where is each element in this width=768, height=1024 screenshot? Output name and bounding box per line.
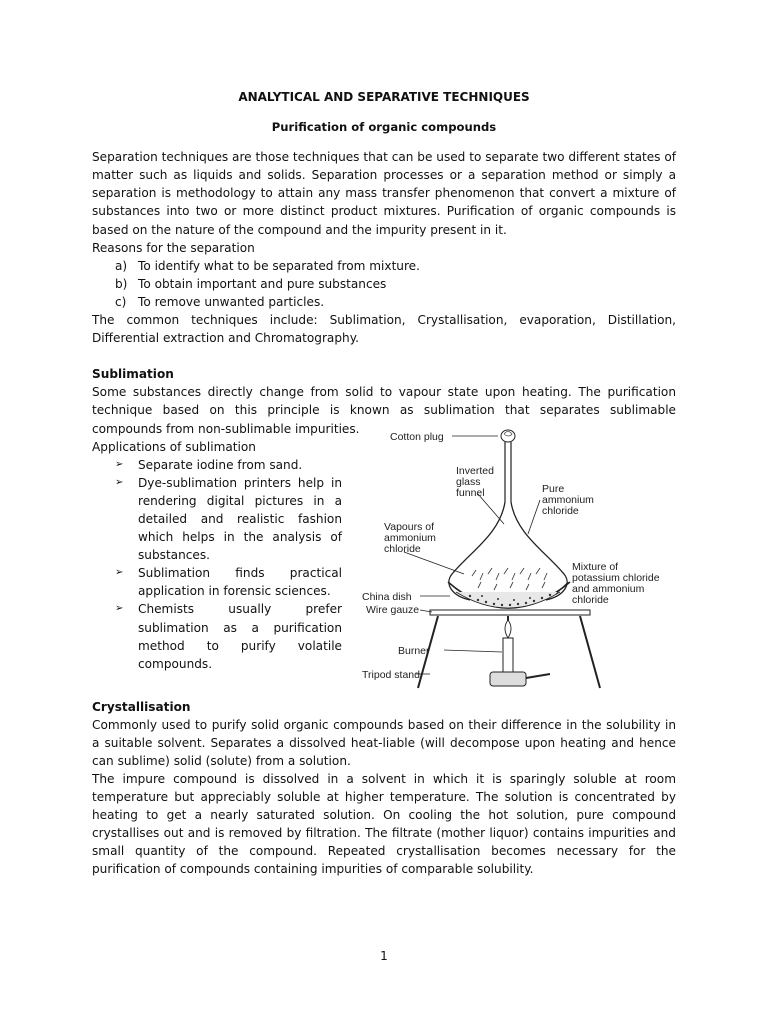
arrow-bullet-icon: ➢ [115,567,124,579]
list-item-text: Sublimation finds practical application in forensic sciences. [138,566,342,599]
crystallisation-paragraph-1: Commonly used to purify solid organic compounds based on their difference in the solubility in a suitable solvent. Separates a dissolved heat-liable (will decompose upon heating and hence can sublime) solid (solute) from a solution. [92,717,676,768]
label-vapours-1: Vapours of [384,520,435,533]
arrow-bullet-icon: ➢ [115,458,124,470]
list-item [92,474,342,564]
sublimation-paragraph: Some substances directly change from solid to vapour state upon heating. The purification technique based on this principle is known as sublimation that separates sublimable compounds from non-sublimable impurities. [92,385,676,436]
crystallisation-heading: Crystallisation [92,699,191,714]
label-mixture-1: Mixture of [572,560,619,573]
list-item [92,257,676,275]
list-item [92,293,676,311]
label-inverted-2: glass [456,475,481,488]
page-number: 1 [380,949,388,963]
list-marker: a) [115,258,128,273]
label-mixture-3: and ammonium [572,582,645,595]
sublimation-apparatus-diagram [360,424,660,694]
arrow-bullet-icon: ➢ [115,476,124,488]
arrow-bullet-icon: ➢ [115,603,124,615]
label-pure-2: ammonium [542,493,594,506]
list-item [92,564,342,600]
label-mixture-2: potassium chloride [572,571,660,584]
applications-list [92,456,342,673]
label-vapours-2: ammonium [384,531,436,544]
sublimation-apparatus-figure [360,424,660,694]
list-item-text: Dye-sublimation printers help in rendering digital pictures in a detailed and realistic fashion which helps in the analysis of substances. [138,475,342,563]
list-item-text: Separate iodine from sand. [138,457,303,472]
crystallisation-paragraph-2: The impure compound is dissolved in a solvent in which it is sparingly soluble at room temperature but appreciably soluble at higher temperature. The solution is concentrated by heating to get a nearly saturated solution. On cooling the hot solution, pure compound crystallises out and is removed by filtration. The filtrate (mother liquor) contains impurities and small quantity of the compound. Repeated crystallisation becomes necessary for the purification of compounds containing impurities of comparable solubility. [92,771,676,877]
document-title: ANALYTICAL AND SEPARATIVE TECHNIQUES [238,90,530,104]
label-cotton-plug: Cotton plug [390,430,444,443]
burner-base [490,672,526,686]
label-pure-1: Pure [542,482,565,495]
wire-gauze [430,610,590,615]
burner-tube [503,638,513,672]
sublimation-applications-section [92,430,676,690]
reasons-list [92,257,676,311]
applications-heading: Applications of sublimation [92,439,256,454]
list-item-text: Chemists usually prefer sublimation as a purification method to purify volatile compounds. [138,602,342,671]
label-vapours-3: chloride [384,542,421,555]
list-item [92,456,342,474]
list-item-text: To remove unwanted particles. [138,294,325,309]
label-tripod: Tripod stand [362,668,420,681]
document-subtitle: Purification of organic compounds [271,120,497,135]
intro-paragraph: Separation techniques are those techniques that can be used to separate two different states of matter such as liquids and solids. Separation processes or a separation method or simply a separation is methodology to attain any mass transfer phenomenon that convert a mixture of substances into two or more distinct product mixtures. Purification of organic compounds is based on the nature of the compound and the impurity present in it. [92,150,676,237]
label-inverted-1: Inverted [456,464,494,477]
list-item [92,275,676,293]
document-page [92,88,676,879]
label-inverted-3: funnel [456,486,485,499]
funnel-stem [505,442,511,502]
label-wire-gauze: Wire gauze [366,603,420,616]
label-china-dish: China dish [362,590,412,603]
list-marker: b) [115,276,128,291]
label-mixture-4: chloride [572,593,609,606]
burner-flame [505,620,511,638]
list-item-text: To identify what to be separated from mixture. [138,258,420,273]
label-burner: Burner [398,644,430,657]
label-pure-3: chloride [542,504,579,517]
sublimation-heading: Sublimation [92,367,174,382]
vapour-marks [472,568,547,590]
common-techniques-paragraph: The common techniques include: Sublimation, Crystallisation, evaporation, Distillation, Differential extraction and Chromatography. [92,313,676,346]
list-item [92,600,342,672]
list-item-text: To obtain important and pure substances [138,276,387,291]
list-marker: c) [115,294,127,309]
reasons-heading: Reasons for the separation [92,240,255,255]
